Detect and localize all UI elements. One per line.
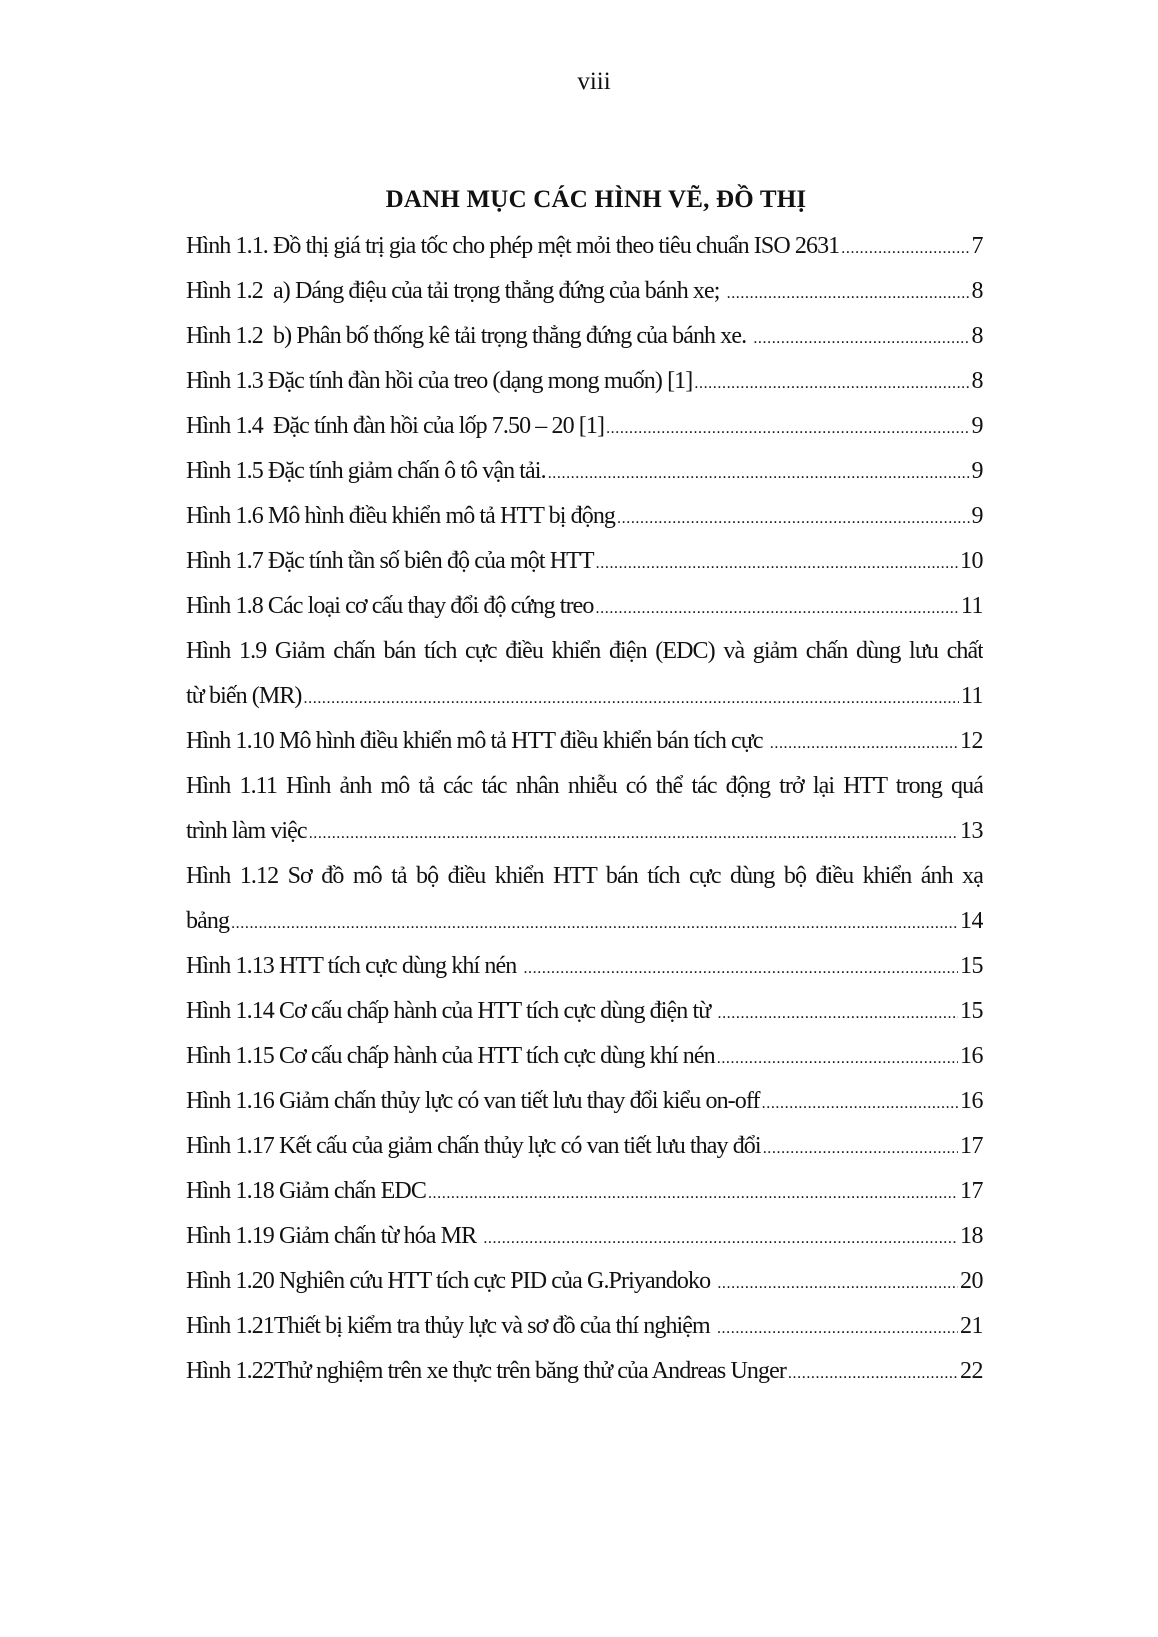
entry-title: Hình 1.10 Mô hình điều khiển mô tả HTT điều khiển bán tích cực <box>186 728 768 754</box>
entry-page: 9 <box>971 413 983 439</box>
entry-page: 15 <box>960 998 983 1024</box>
dot-leader <box>762 1084 958 1124</box>
dot-leader <box>523 949 958 989</box>
toc-entry[interactable] <box>186 406 983 451</box>
dot-leader <box>717 994 958 1034</box>
dot-leader <box>428 1174 958 1214</box>
toc-entry[interactable] <box>186 451 983 496</box>
dot-leader <box>483 1219 958 1259</box>
entry-title: Hình 1.8 Các loại cơ cấu thay đổi độ cứng treo <box>186 593 594 619</box>
toc-entry[interactable] <box>186 1351 983 1396</box>
toc-entry[interactable] <box>186 721 983 766</box>
entry-title: Hình 1.20 Nghiên cứu HTT tích cực PID của G.Priyandoko <box>186 1268 716 1294</box>
toc-entry[interactable] <box>186 856 983 946</box>
entry-page: 20 <box>960 1268 983 1294</box>
entry-page: 17 <box>960 1133 983 1159</box>
entry-title: Hình 1.6 Mô hình điều khiển mô tả HTT bị động <box>186 503 616 529</box>
entry-page: 8 <box>971 368 983 394</box>
dot-leader <box>694 364 969 404</box>
dot-leader <box>304 679 959 719</box>
toc-entry[interactable] <box>186 1081 983 1126</box>
toc-entry[interactable] <box>186 541 983 586</box>
entry-page: 7 <box>971 233 983 259</box>
entry-page: 18 <box>960 1223 983 1249</box>
dot-leader <box>309 814 958 854</box>
dot-leader <box>606 409 969 449</box>
entry-title-line2: bảng <box>186 908 230 934</box>
entry-page: 17 <box>960 1178 983 1204</box>
toc-entry[interactable] <box>186 991 983 1036</box>
entry-title: Hình 1.21Thiết bị kiểm tra thủy lực và sơ đồ của thí nghiệm <box>186 1313 715 1339</box>
entry-page: 9 <box>971 458 983 484</box>
dot-leader <box>727 274 970 314</box>
entry-page: 10 <box>960 548 983 574</box>
entry-page: 21 <box>960 1313 983 1339</box>
entry-title: Hình 1.1. Đồ thị giá trị gia tốc cho phép mệt mỏi theo tiêu chuẩn ISO 2631 <box>186 233 840 259</box>
dot-leader <box>548 454 970 494</box>
toc-entry[interactable] <box>186 586 983 631</box>
entry-title: Hình 1.22Thử nghiệm trên xe thực trên băng thử của Andreas Unger <box>186 1358 786 1384</box>
dot-leader <box>753 319 969 359</box>
toc-entry[interactable] <box>186 1126 983 1171</box>
toc-entry[interactable] <box>186 271 983 316</box>
dot-leader <box>617 499 969 539</box>
dot-leader <box>231 904 958 944</box>
entry-title: Hình 1.2 a) Dáng điệu của tải trọng thẳng đứng của bánh xe; <box>186 278 725 304</box>
toc-entry[interactable] <box>186 496 983 541</box>
dot-leader <box>788 1354 958 1394</box>
entry-title: Hình 1.3 Đặc tính đàn hồi của treo (dạng mong muốn) [1] <box>186 368 693 394</box>
toc-entry[interactable] <box>186 1306 983 1351</box>
entry-page: 8 <box>971 278 983 304</box>
dot-leader <box>763 1129 958 1169</box>
entry-title: Hình 1.19 Giảm chấn từ hóa MR <box>186 1223 482 1249</box>
dot-leader <box>717 1264 958 1304</box>
entry-page: 11 <box>960 683 983 709</box>
entry-title: Hình 1.2 b) Phân bố thống kê tải trọng thẳng đứng của bánh xe. <box>186 323 752 349</box>
figure-list <box>186 226 983 1396</box>
entry-page: 12 <box>960 728 983 754</box>
entry-page: 11 <box>960 593 983 619</box>
entry-page: 16 <box>960 1088 983 1114</box>
entry-page: 8 <box>971 323 983 349</box>
entry-page: 16 <box>960 1043 983 1069</box>
entry-title: Hình 1.7 Đặc tính tần số biên độ của một HTT <box>186 548 594 574</box>
toc-entry[interactable] <box>186 1036 983 1081</box>
entry-page: 14 <box>960 908 983 934</box>
dot-leader <box>596 589 959 629</box>
entry-page: 13 <box>960 818 983 844</box>
entry-title: Hình 1.18 Giảm chấn EDC <box>186 1178 426 1204</box>
entry-page: 22 <box>960 1358 983 1384</box>
entry-title: Hình 1.5 Đặc tính giảm chấn ô tô vận tải. <box>186 458 546 484</box>
dot-leader <box>717 1039 958 1079</box>
dot-leader <box>717 1309 958 1349</box>
dot-leader <box>841 229 969 269</box>
dot-leader <box>770 724 958 764</box>
toc-entry[interactable] <box>186 1216 983 1261</box>
entry-title: Hình 1.13 HTT tích cực dùng khí nén <box>186 953 522 979</box>
toc-entry[interactable] <box>186 1171 983 1216</box>
toc-entry[interactable] <box>186 631 983 721</box>
toc-entry[interactable] <box>186 766 983 856</box>
entry-title: Hình 1.4 Đặc tính đàn hồi của lốp 7.50 – 20 [1] <box>186 413 605 439</box>
entry-title-line1: Hình 1.11 Hình ảnh mô tả các tác nhân nhiễu có thể tác động trở lại HTT trong quá <box>186 773 983 799</box>
entry-title-line1: Hình 1.9 Giảm chấn bán tích cực điều khiển điện (EDC) và giảm chấn dùng lưu chất <box>186 638 983 664</box>
entry-title-line1: Hình 1.12 Sơ đồ mô tả bộ điều khiển HTT bán tích cực dùng bộ điều khiển ánh xạ <box>186 863 983 889</box>
dot-leader <box>596 544 958 584</box>
page-title: DANH MỤC CÁC HÌNH VẼ, ĐỒ THỊ <box>385 186 807 213</box>
entry-title: Hình 1.17 Kết cấu của giảm chấn thủy lực có van tiết lưu thay đổi <box>186 1133 761 1159</box>
toc-entry[interactable] <box>186 946 983 991</box>
entry-title: Hình 1.14 Cơ cấu chấp hành của HTT tích cực dùng điện từ <box>186 998 716 1024</box>
entry-page: 9 <box>971 503 983 529</box>
entry-page: 15 <box>960 953 983 979</box>
entry-title: Hình 1.16 Giảm chấn thủy lực có van tiết lưu thay đổi kiểu on-off <box>186 1088 760 1114</box>
toc-entry[interactable] <box>186 316 983 361</box>
toc-entry[interactable] <box>186 226 983 271</box>
page-number: viii <box>577 68 611 95</box>
toc-entry[interactable] <box>186 1261 983 1306</box>
toc-entry[interactable] <box>186 361 983 406</box>
entry-title-line2: trình làm việc <box>186 818 307 844</box>
entry-title: Hình 1.15 Cơ cấu chấp hành của HTT tích cực dùng khí nén <box>186 1043 715 1069</box>
entry-title-line2: từ biến (MR) <box>186 683 302 709</box>
